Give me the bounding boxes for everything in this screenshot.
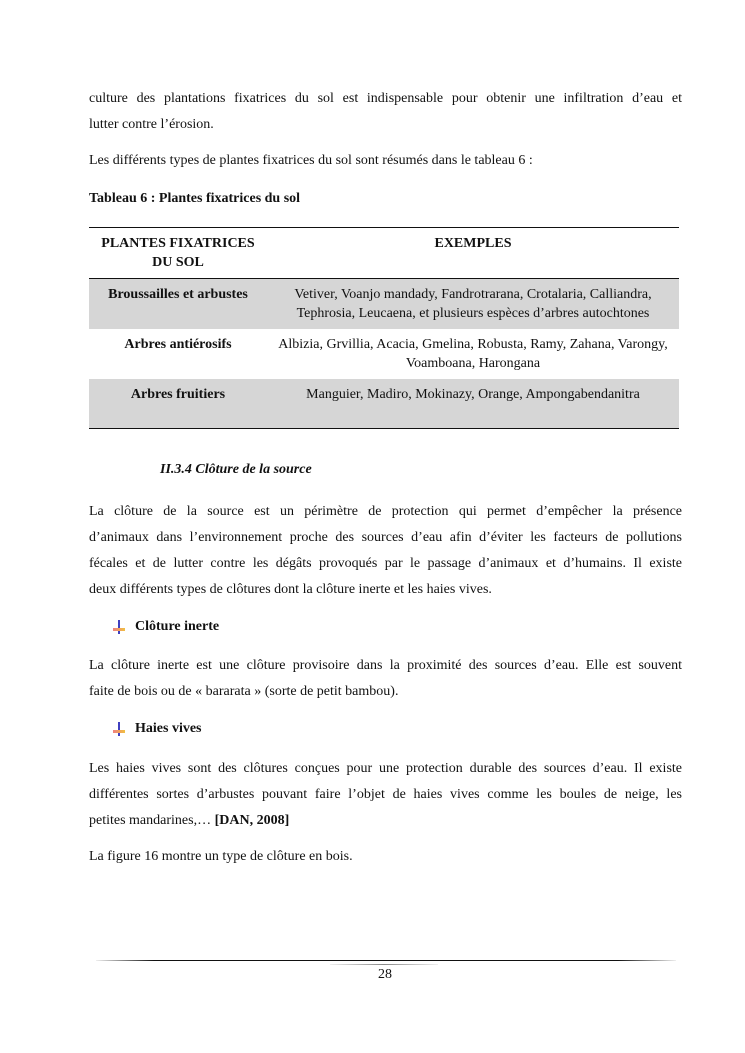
bullet-icon: [113, 722, 125, 736]
text-line: [89, 808, 682, 834]
table-cell: Albizia, Grvillia, Acacia, Gmelina, Robusta, Ramy, Zahana, Varongy, Voamboana, Harongana: [278, 337, 668, 371]
column-header: PLANTES FIXATRICES DU SOL: [101, 236, 255, 270]
text-line: d’animaux dans l’environnement proche des sources d’eau afin d’éviter les facteurs de pollutions: [89, 530, 682, 545]
footer-rule-small: [330, 964, 438, 965]
plants-table: [89, 227, 682, 429]
figure-reference: La figure 16 montre un type de clôture en bois.: [89, 849, 353, 864]
section-paragraph: [89, 499, 682, 603]
table-row: [89, 279, 679, 330]
footer-rule: [96, 960, 676, 961]
table-intro: Les différents types de plantes fixatrices du sol sont résumés dans le tableau 6 :: [89, 153, 533, 168]
table-caption: Tableau 6 : Plantes fixatrices du sol: [89, 191, 301, 206]
table-cell: Arbres antiérosifs: [124, 337, 232, 352]
table-cell: Broussailles et arbustes: [108, 287, 248, 302]
page-number: 28: [378, 967, 392, 982]
table-row: [89, 379, 679, 428]
bullet-label: Clôture inerte: [135, 619, 220, 634]
table-row: [89, 329, 679, 379]
section-heading: II.3.4 Clôture de la source: [160, 462, 312, 477]
text-line: Les haies vives sont des clôtures conçues pour une protection durable des sources d’eau. Il existe: [89, 761, 682, 776]
table-cell: Vetiver, Voanjo mandady, Fandrotrarana, Crotalaria, Calliandra, Tephrosia, Leucaena, et plusieurs espèces d’arbres autochtones: [294, 287, 652, 321]
bullet-heading: [113, 721, 202, 737]
text-line: La clôture de la source est un périmètre de protection qui permet d’empêcher la présence: [89, 504, 682, 519]
text-line: faite de bois ou de « bararata » (sorte de petit bambou).: [89, 684, 399, 699]
text-line: culture des plantations fixatrices du sol est indispensable pour obtenir une infiltration d’eau et: [89, 91, 682, 106]
text-line: différentes sortes d’arbustes pouvant faire l’objet de haies vives comme les boules de neige, les: [89, 787, 682, 802]
table-cell: Arbres fruitiers: [130, 387, 226, 402]
column-header: EXEMPLES: [434, 236, 512, 251]
intro-paragraph: [89, 86, 682, 138]
bullet2-paragraph: [89, 756, 682, 834]
text-line: fécales et de lutter contre les dégâts provoqués par le passage d’animaux et d’humains. Il existe: [89, 556, 682, 571]
text-span: petites mandarines,…: [89, 813, 215, 828]
table-cell: Manguier, Madiro, Mokinazy, Orange, Ampongabendanitra: [306, 387, 640, 402]
text-line: lutter contre l’érosion.: [89, 117, 214, 132]
bullet1-paragraph: [89, 653, 682, 705]
bullet-label: Haies vives: [135, 721, 202, 736]
citation: [DAN, 2008]: [214, 813, 290, 828]
text-line: La clôture inerte est une clôture provisoire dans la proximité des sources d’eau. Elle est souvent: [89, 658, 682, 673]
bullet-heading: [113, 619, 219, 635]
text-line: deux différents types de clôtures dont la clôture inerte et les haies vives.: [89, 582, 492, 597]
bullet-icon: [113, 620, 125, 634]
